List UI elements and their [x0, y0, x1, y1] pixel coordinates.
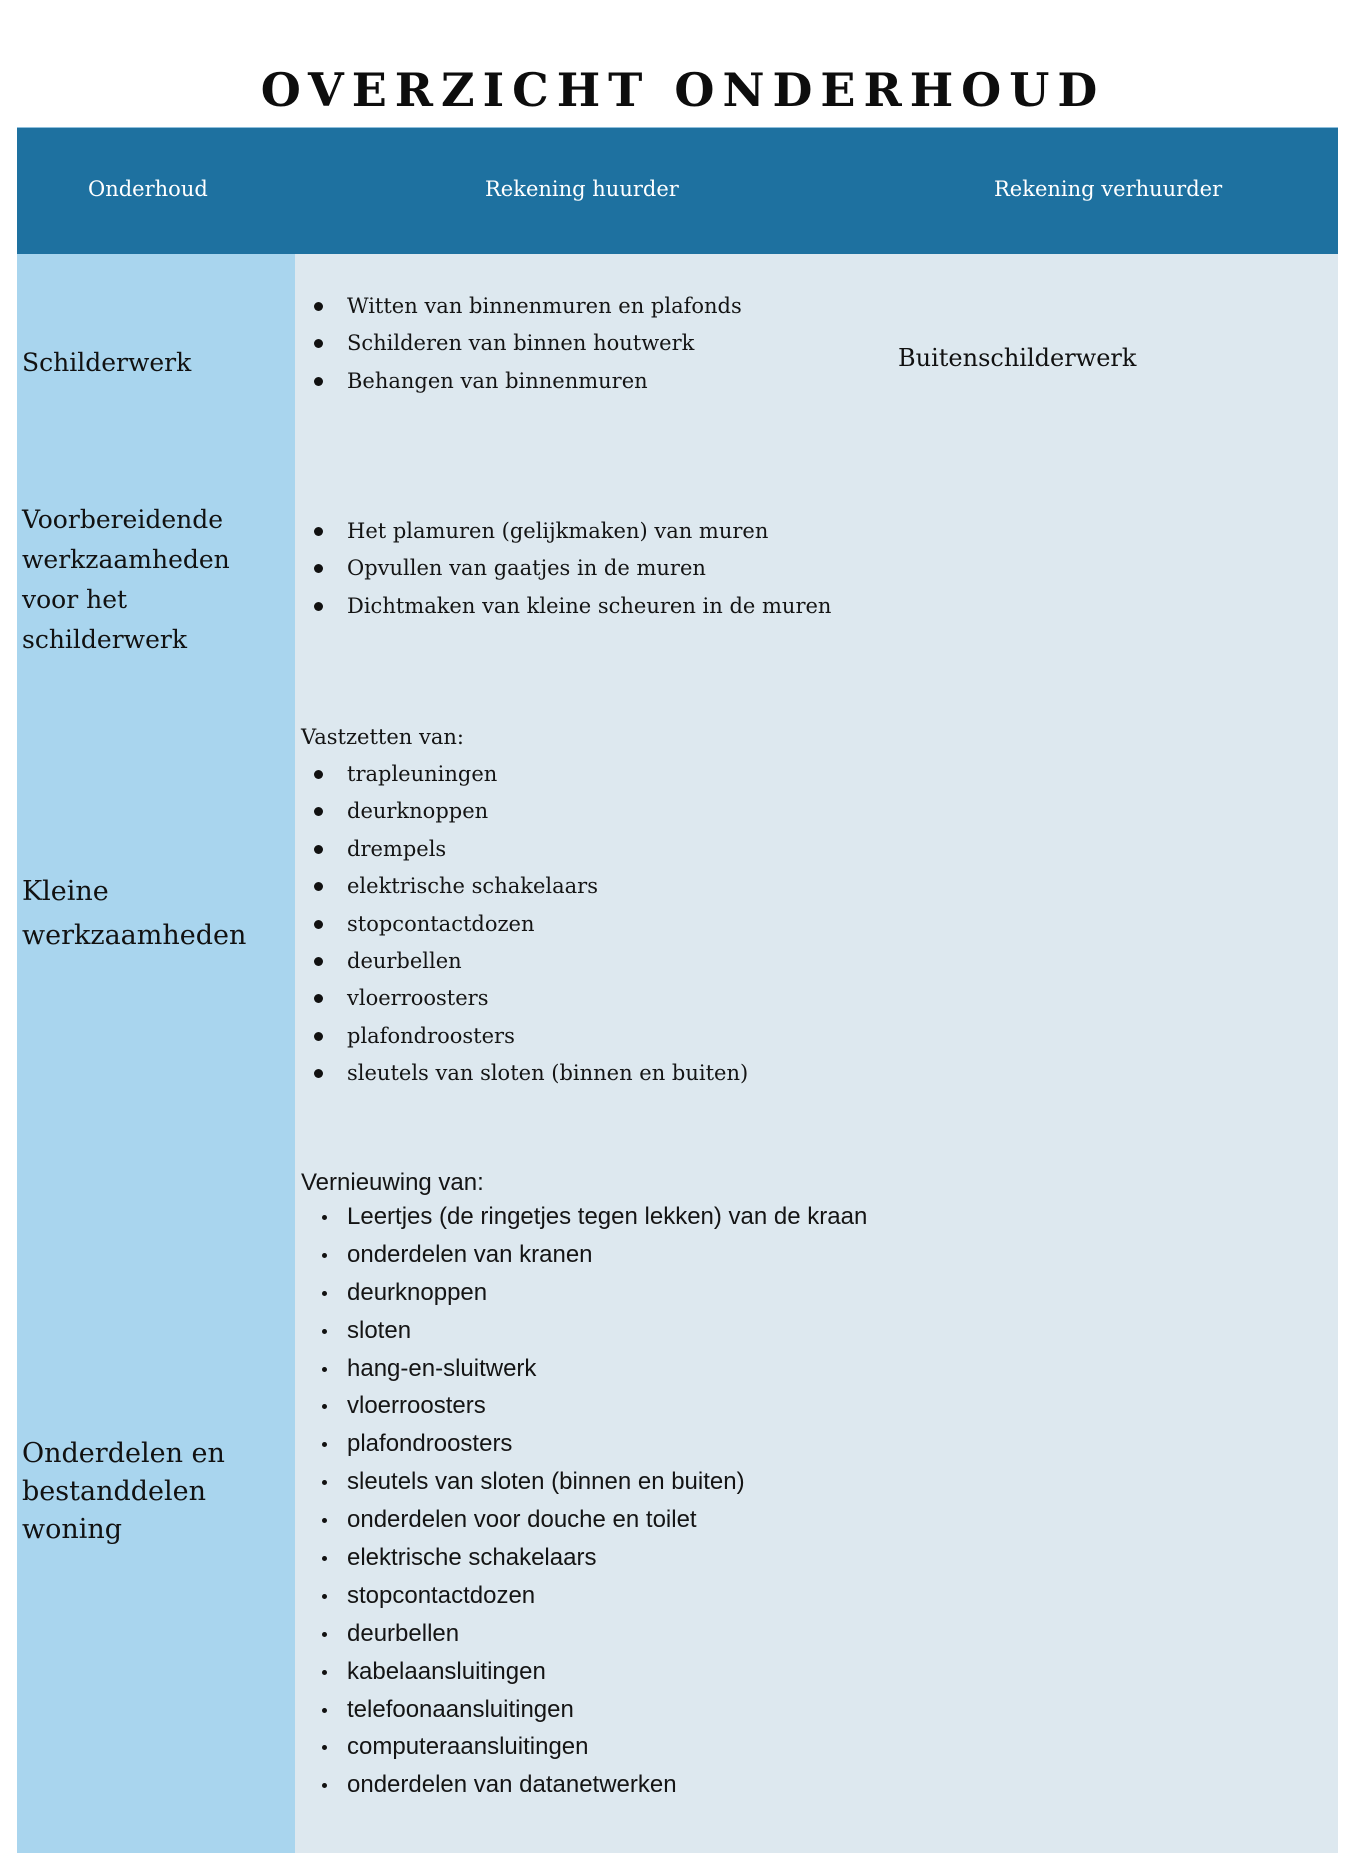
list-item: Opvullen van gaatjes in de muren: [301, 550, 831, 587]
row-label-line: Voorbereidende: [22, 505, 224, 534]
huurder-list-schilderwerk: [301, 288, 742, 400]
bullet-icon: [314, 302, 323, 311]
bullet-icon: [314, 957, 323, 966]
page-title: OVERZICHT ONDERHOUD: [260, 63, 1106, 117]
row-label-line: woning: [22, 1514, 123, 1545]
bullet-icon: [322, 1745, 327, 1750]
bullet-icon: [314, 339, 323, 348]
row-label-line: Kleine: [22, 876, 109, 907]
row-label-kleine-werkzaamheden: [22, 870, 246, 958]
maintenance-table: [17, 127, 1338, 1853]
list-item: Leertjes (de ringetjes tegen lekken) van de kraan: [301, 1198, 907, 1236]
huurder-list-kleine-werkzaamheden: [301, 756, 748, 1093]
column-header-rekening-huurder: Rekening huurder: [485, 177, 679, 201]
list-item: vloerroosters: [301, 1387, 907, 1425]
list-item: elektrische schakelaars: [301, 868, 748, 905]
list-item: stopcontactdozen: [301, 906, 748, 943]
list-item: deurknoppen: [301, 793, 748, 830]
row-label-line: werkzaamheden: [22, 545, 230, 574]
row-label-onderdelen-en-bestanddelen-woning: [22, 1435, 225, 1549]
list-item: plafondroosters: [301, 1018, 748, 1055]
list-item: telefoonaansluitingen: [301, 1691, 907, 1729]
bullet-icon: [322, 1670, 327, 1675]
bullet-icon: [314, 807, 323, 816]
bullet-icon: [322, 1480, 327, 1485]
list-item: sloten: [301, 1312, 907, 1350]
list-item: trapleuningen: [301, 756, 748, 793]
list-item: sleutels van sloten (binnen en buiten): [301, 1463, 907, 1501]
row-label-line: voor het: [22, 585, 128, 614]
list-item: deurknoppen: [301, 1274, 907, 1312]
list-item: deurbellen: [301, 943, 748, 980]
list-item: computeraansluitingen: [301, 1728, 907, 1766]
bullet-icon: [322, 1518, 327, 1523]
bullet-icon: [322, 1556, 327, 1561]
row-label-line: Onderdelen en: [22, 1438, 225, 1469]
bullet-icon: [322, 1783, 327, 1788]
list-item: Dichtmaken van kleine scheuren in de muren: [301, 588, 831, 625]
list-item: vloerroosters: [301, 980, 748, 1017]
bullet-icon: [322, 1442, 327, 1447]
list-item: Schilderen van binnen houtwerk: [301, 325, 742, 362]
row-label-schilderwerk: [22, 343, 191, 383]
huurder-intro-vastzetten: Vastzetten van:: [301, 725, 464, 749]
huurder-list-onderdelen-woning: [301, 1198, 907, 1804]
bullet-icon: [322, 1404, 327, 1409]
list-item: elektrische schakelaars: [301, 1539, 907, 1577]
bullet-icon: [314, 1069, 323, 1078]
list-item: onderdelen van kranen: [301, 1236, 907, 1274]
bullet-icon: [314, 527, 323, 536]
bullet-icon: [314, 564, 323, 573]
bullet-icon: [314, 770, 323, 779]
bullet-icon: [322, 1632, 327, 1637]
list-item: Witten van binnenmuren en plafonds: [301, 288, 742, 325]
row-label-line: bestanddelen: [22, 1476, 207, 1507]
column-header-onderhoud: Onderhoud: [88, 177, 208, 201]
list-item: Behangen van binnenmuren: [301, 363, 742, 400]
list-item: sleutels van sloten (binnen en buiten): [301, 1055, 748, 1092]
onderhoud-column: [17, 254, 295, 1853]
list-item: plafondroosters: [301, 1425, 907, 1463]
list-item: deurbellen: [301, 1615, 907, 1653]
row-label-line: werkzaamheden: [22, 920, 247, 951]
row-label-line: Schilderwerk: [22, 348, 192, 377]
bullet-icon: [322, 1594, 327, 1599]
bullet-icon: [314, 377, 323, 386]
list-item: onderdelen voor douche en toilet: [301, 1501, 907, 1539]
row-label-voorbereidende-werkzaamheden: [22, 500, 230, 660]
bullet-icon: [314, 602, 323, 611]
row-label-line: schilderwerk: [22, 625, 187, 654]
bullet-icon: [314, 994, 323, 1003]
huurder-list-voorbereidende-werkzaamheden: [301, 513, 831, 625]
list-item: drempels: [301, 831, 748, 868]
bullet-icon: [322, 1708, 327, 1713]
bullet-icon: [322, 1329, 327, 1334]
verhuurder-schilderwerk: Buitenschilderwerk: [898, 344, 1137, 372]
bullet-icon: [322, 1215, 327, 1220]
huurder-intro-vernieuwing: Vernieuwing van:: [301, 1169, 484, 1196]
bullet-icon: [322, 1253, 327, 1258]
list-item: stopcontactdozen: [301, 1577, 907, 1615]
bullet-icon: [314, 920, 323, 929]
table-header: [17, 127, 1338, 254]
list-item: onderdelen van datanetwerken: [301, 1766, 907, 1804]
bullet-icon: [322, 1367, 327, 1372]
list-item: hang-en-sluitwerk: [301, 1350, 907, 1388]
bullet-icon: [314, 882, 323, 891]
bullet-icon: [322, 1291, 327, 1296]
list-item: kabelaansluitingen: [301, 1653, 907, 1691]
list-item: Het plamuren (gelijkmaken) van muren: [301, 513, 831, 550]
bullet-icon: [314, 845, 323, 854]
column-header-rekening-verhuurder: Rekening verhuurder: [994, 177, 1223, 201]
bullet-icon: [314, 1032, 323, 1041]
